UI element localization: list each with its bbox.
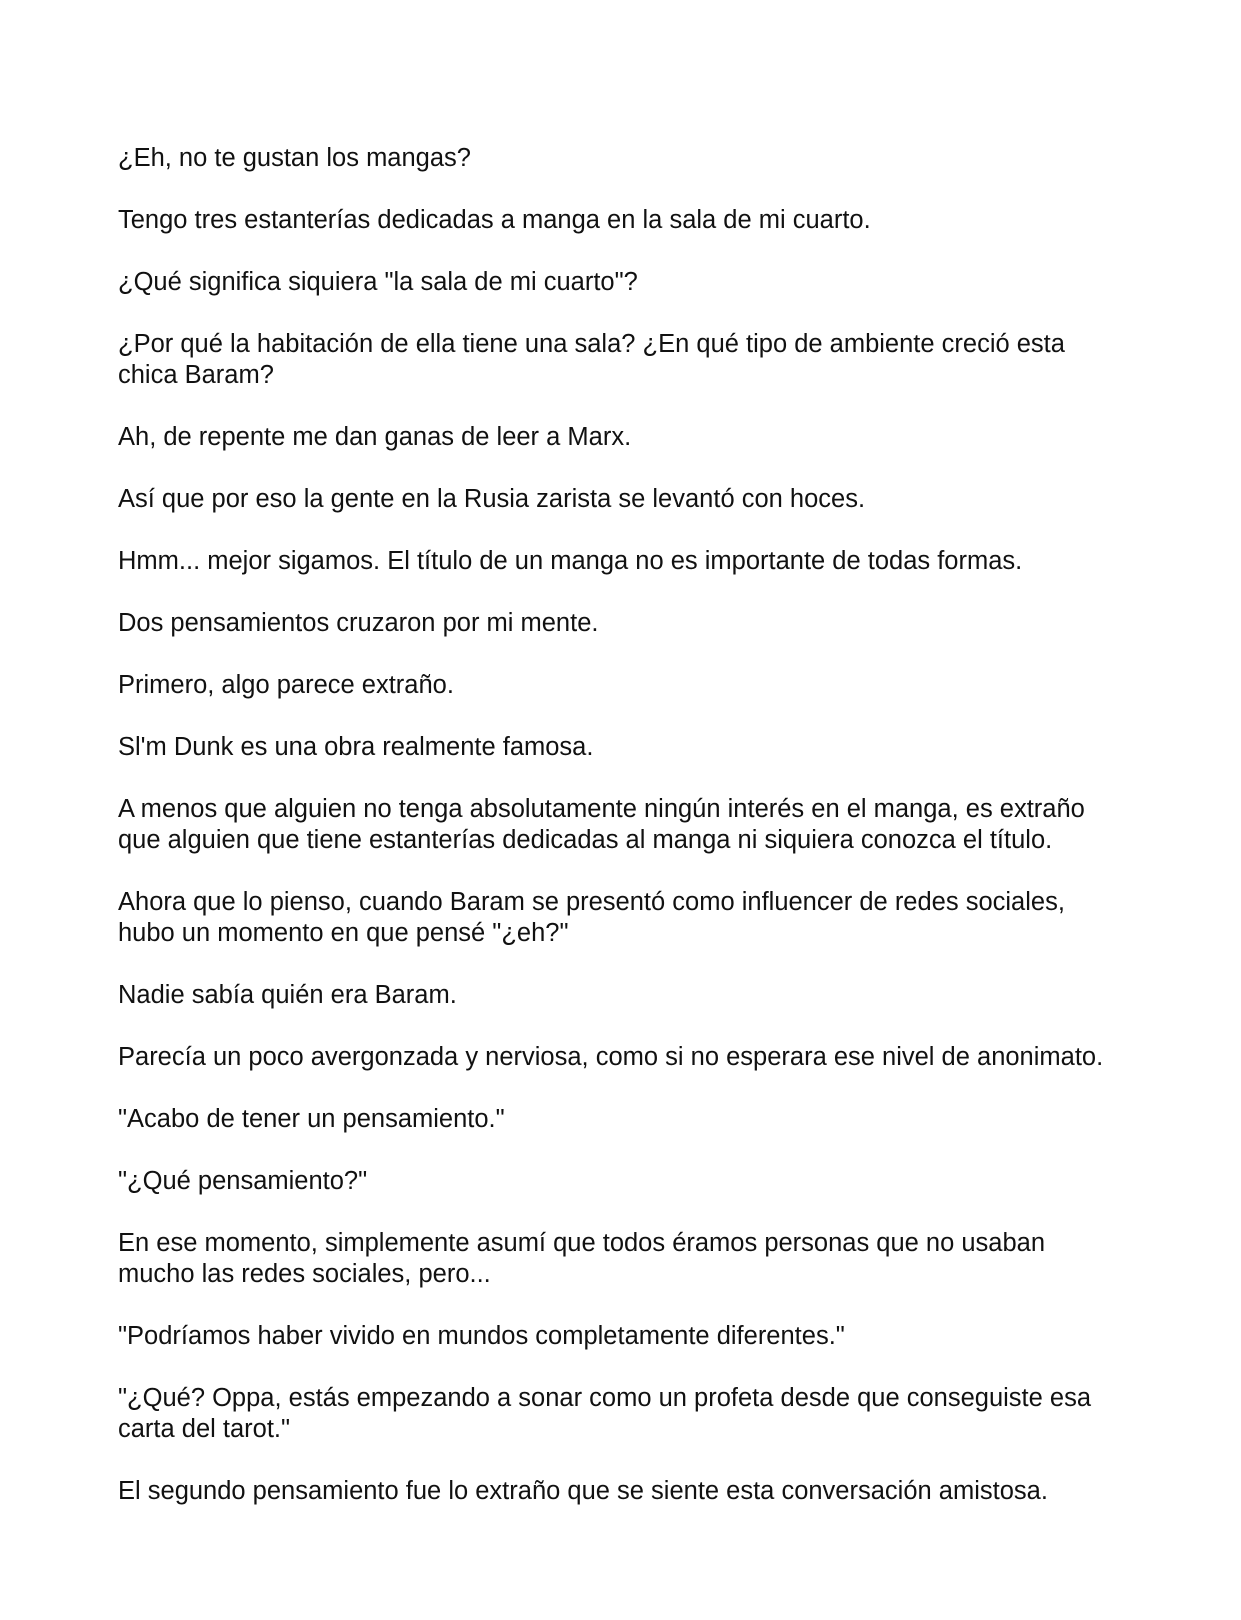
paragraph: Dos pensamientos cruzaron por mi mente. (118, 609, 599, 637)
paragraph: Sl'm Dunk es una obra realmente famosa. (118, 733, 594, 761)
paragraph: En ese momento, simplemente asumí que todos éramos personas que no usaban mucho las redes sociales, pero... (118, 1229, 1046, 1288)
paragraph: Ah, de repente me dan ganas de leer a Marx. (118, 423, 632, 451)
paragraph: "Podríamos haber vivido en mundos completamente diferentes." (118, 1322, 845, 1350)
paragraph: "Acabo de tener un pensamiento." (118, 1105, 505, 1133)
paragraph: Primero, algo parece extraño. (118, 671, 454, 699)
paragraph: "¿Qué pensamiento?" (118, 1167, 368, 1195)
paragraph: ¿Qué significa siquiera "la sala de mi cuarto"? (118, 268, 638, 296)
paragraph: ¿Por qué la habitación de ella tiene una sala? ¿En qué tipo de ambiente creció esta chica Baram? (118, 330, 1065, 389)
paragraph: Tengo tres estanterías dedicadas a manga en la sala de mi cuarto. (118, 206, 871, 234)
paragraph: Ahora que lo pienso, cuando Baram se presentó como influencer de redes sociales, hubo un momento en que pensé "¿eh?" (118, 888, 1065, 947)
paragraph: Así que por eso la gente en la Rusia zarista se levantó con hoces. (118, 485, 866, 513)
paragraph: Nadie sabía quién era Baram. (118, 981, 457, 1009)
paragraph: Parecía un poco avergonzada y nerviosa, como si no esperara ese nivel de anonimato. (118, 1043, 1104, 1071)
paragraph: ¿Eh, no te gustan los mangas? (118, 144, 471, 172)
paragraph: "¿Qué? Oppa, estás empezando a sonar como un profeta desde que conseguiste esa carta del tarot." (118, 1384, 1092, 1443)
body-text (118, 143, 1128, 1538)
paragraph: El segundo pensamiento fue lo extraño que se siente esta conversación amistosa. (118, 1477, 1048, 1505)
paragraph: A menos que alguien no tenga absolutamente ningún interés en el manga, es extraño que alguien que tiene estanterías dedicadas al manga ni siquiera conozca el título. (118, 795, 1085, 854)
paragraph: Hmm... mejor sigamos. El título de un manga no es importante de todas formas. (118, 547, 1023, 575)
